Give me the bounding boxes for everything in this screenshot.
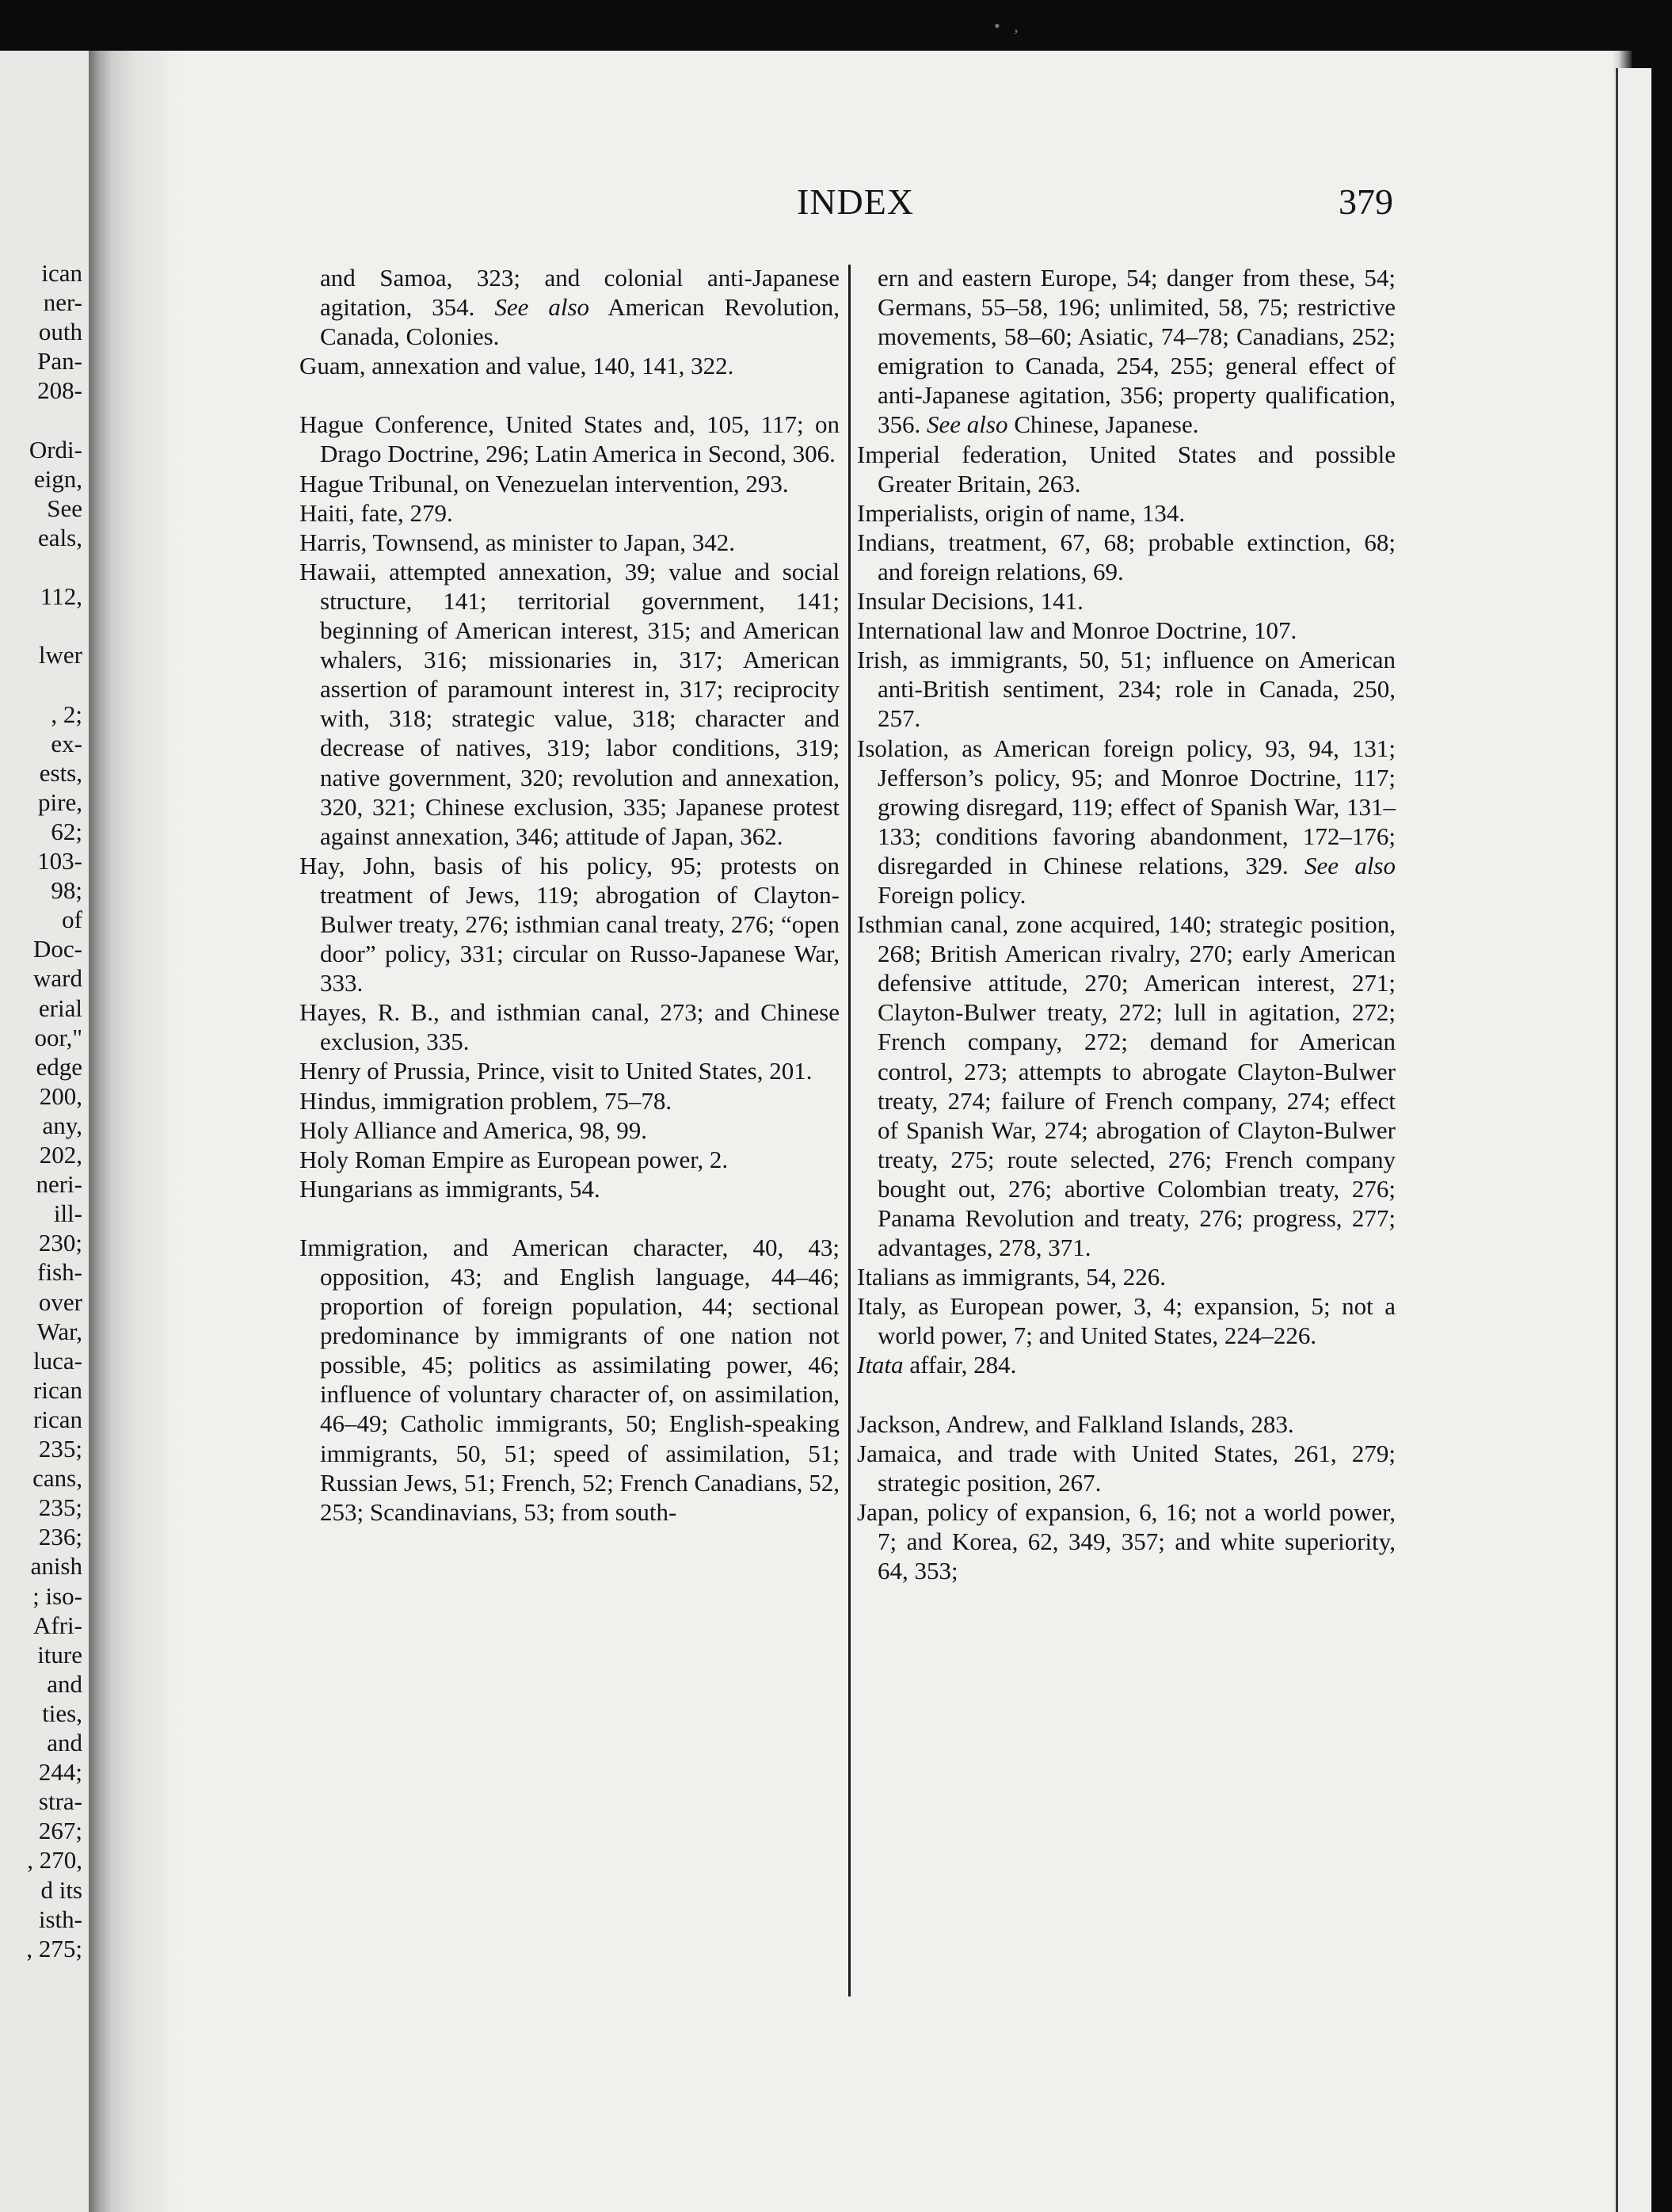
facing-page-fragment: over	[38, 1287, 82, 1316]
entry-text: Henry of Prussia, Prince, visit to United States, 201.	[299, 1057, 813, 1085]
index-entry	[299, 1174, 840, 1203]
facing-page-fragment: ; iso-	[32, 1581, 82, 1610]
index-entry	[299, 351, 840, 380]
entry-text: ern and eastern Europe, 54; danger from these, 54; Germans, 55–58, 196; unlimited, 58, 75; restrictive movements, 58–60; Asiatic, 74–78; Canadians, 252; emigration to Canada, 254, 255; general effect of anti-Japanese agitation, 356; property qualification, 356.	[878, 264, 1396, 439]
facing-page-fragment: ner-	[43, 288, 82, 317]
index-entry	[299, 410, 840, 468]
facing-page-fragment: of	[62, 906, 82, 934]
index-entry	[857, 1350, 1396, 1379]
index-entry	[299, 1056, 840, 1085]
facing-page-fragment: 267;	[38, 1817, 82, 1845]
see-also-targets: American Revolution, Canada, Colonies.	[320, 293, 840, 351]
index-entry	[857, 734, 1396, 910]
facing-page-fragment: ican	[41, 259, 82, 287]
index-entry	[299, 1233, 840, 1527]
facing-page-fragment: d its	[40, 1875, 82, 1904]
facing-page-fragment: luca-	[33, 1346, 82, 1375]
index-entry	[299, 557, 840, 851]
see-also-reference: See also	[1304, 851, 1396, 879]
facing-page-fragment: Doc-	[33, 935, 82, 963]
facing-page-fragment: 235;	[38, 1493, 82, 1522]
facing-page-fragment: ests,	[39, 758, 82, 787]
book-gutter	[89, 51, 182, 2212]
facing-page-fragment: Ordi-	[29, 435, 82, 463]
see-also-reference: See also	[494, 293, 590, 322]
facing-page-fragment: Afri-	[33, 1611, 82, 1639]
facing-page-fragment: War,	[36, 1317, 82, 1345]
facing-page-fragment: rican	[33, 1405, 82, 1433]
entry-text: Irish, as immigrants, 50, 51; influence on American anti-British sentiment, 234; role in Canada, 250, 257.	[857, 646, 1396, 733]
entry-text: Imperial federation, United States and possible Greater Britain, 263.	[857, 440, 1396, 498]
entry-text: Isolation, as American foreign policy, 93, 94, 131; Jefferson’s policy, 95; and Monroe Doctrine, 117; growing disregard, 119; effect of Spanish War, 131–133; conditions favoring abandonment, 172–176; disregarded in Chinese relations, 329.	[857, 734, 1396, 879]
entry-text: Italy, as European power, 3, 4; expansion, 5; not a world power, 7; and United States, 224–226.	[857, 1292, 1396, 1350]
entry-text: Hungarians as immigrants, 54.	[299, 1174, 600, 1203]
entry-text: affair, 284.	[903, 1351, 1017, 1379]
facing-page-fragment: neri-	[36, 1170, 82, 1199]
entry-text: Japan, policy of expansion, 6, 16; not a world power, 7; and Korea, 62, 349, 357; and white superiority, 64, 353;	[857, 1497, 1396, 1585]
facing-page-fragment: , 2;	[51, 700, 82, 728]
entry-text: Hay, John, basis of his policy, 95; protests on treatment of Jews, 119; abrogation of Clayton-Bulwer treaty, 276; isthmian canal treaty, 276; “open door” policy, 331; circular on Russo-Japanese War, 333.	[299, 851, 840, 997]
entry-text: International law and Monroe Doctrine, 107.	[857, 616, 1297, 645]
index-entry	[299, 1086, 840, 1116]
facing-page-fragment: rican	[33, 1375, 82, 1404]
entry-text: Holy Roman Empire as European power, 2.	[299, 1145, 729, 1173]
entry-text: Harris, Townsend, as minister to Japan, 342.	[299, 528, 736, 556]
index-entry	[857, 910, 1396, 1262]
facing-page-fragment: stra-	[38, 1787, 82, 1816]
entry-text: Holy Alliance and America, 98, 99.	[299, 1116, 648, 1144]
index-entry	[857, 1439, 1396, 1497]
facing-page-fragment: 98;	[51, 876, 82, 905]
see-also-targets: Chinese, Japanese.	[1014, 410, 1199, 439]
entry-text: Jamaica, and trade with United States, 261, 279; strategic position, 267.	[857, 1439, 1396, 1497]
facing-page-fragment: fish-	[37, 1258, 82, 1287]
index-entry	[299, 1145, 840, 1174]
page-number: 379	[1339, 181, 1393, 222]
entry-text: Guam, annexation and value, 140, 141, 322.	[299, 352, 734, 380]
facing-page-fragment: 235;	[38, 1435, 82, 1463]
index-entry	[857, 616, 1396, 645]
index-entry	[857, 528, 1396, 586]
entry-text: Jackson, Andrew, and Falkland Islands, 283.	[857, 1409, 1294, 1438]
index-entry	[299, 498, 840, 528]
facing-page-fragment: , 275;	[26, 1934, 82, 1962]
entry-text: Immigration, and American character, 40, 43; opposition, 43; and English language, 44–46; proportion of foreign population, 44; sectional predominance by immigrants of one nation not possible, 45; politics as assimilating power, 46; influence of voluntary character of, on assimilation, 46–49; Catholic immigrants, 50; English-speaking immigrants, 50, 51; speed of assimilation, 51; Russian Jews, 51; French, 52; French Canadians, 52, 253; Scandinavians, 53; from south-	[299, 1233, 840, 1526]
facing-page-fragment: ex-	[51, 729, 82, 757]
facing-page-fragment: outh	[38, 318, 82, 346]
entry-text: Isthmian canal, zone acquired, 140; strategic position, 268; British American rivalry, 270; early American defensive attitude, 270; American interest, 271; Clayton-Bulwer treaty, 272; lull in agitation, 272; French company, 272; demand for American control, 273; attempts to abrogate Clayton-Bulwer treaty, 274; failure of French company, 274; effect of Spanish War, 274; abrogation of Clayton-Bulwer treaty, 275; route selected, 276; French company bought out, 276; abortive Colombian treaty, 276; Panama Revolution and treaty, 276; progress, 277; advantages, 278, 371.	[857, 910, 1396, 1262]
index-entry	[299, 1116, 840, 1145]
facing-page-fragment: cans,	[32, 1464, 82, 1493]
entry-text: Hindus, immigration problem, 75–78.	[299, 1086, 672, 1115]
facing-page-fragment: 244;	[38, 1758, 82, 1787]
entry-italic-heading: Itata	[857, 1351, 904, 1379]
facing-page-fragment: Pan-	[37, 347, 82, 376]
index-column-right	[857, 263, 1396, 1585]
index-column-left	[299, 263, 840, 1527]
scan-marks: • ,	[994, 16, 1023, 36]
facing-page-fragment: oor,"	[34, 1023, 82, 1051]
facing-page-fragment: 62;	[51, 817, 82, 845]
index-entry	[857, 1291, 1396, 1350]
entry-text: Haiti, fate, 279.	[299, 498, 453, 527]
facing-page-fragment: ill-	[53, 1199, 82, 1228]
facing-page-fragment: and	[47, 1669, 82, 1698]
facing-page-fragment: 236;	[38, 1523, 82, 1551]
index-entry	[857, 1497, 1396, 1585]
facing-page-fragment: eals,	[38, 523, 82, 551]
index-entry	[299, 528, 840, 557]
facing-page-fragment: 103-	[37, 847, 82, 875]
index-entry	[299, 469, 840, 498]
see-also-targets: Foreign policy.	[878, 880, 1026, 909]
facing-page-fragment: 230;	[38, 1229, 82, 1257]
entry-text: Insular Decisions, 141.	[857, 587, 1084, 616]
page-edge	[1616, 68, 1651, 2212]
index-entry-continued	[857, 263, 1396, 440]
column-rule	[848, 265, 851, 1997]
facing-page-fragment: anish	[30, 1552, 82, 1581]
facing-page-fragment: any,	[42, 1111, 82, 1139]
entry-text: Indians, treatment, 67, 68; probable extinction, 68; and foreign relations, 69.	[857, 528, 1396, 585]
facing-page-fragment: erial	[38, 993, 82, 1022]
facing-page-fragment: 200,	[39, 1081, 82, 1110]
facing-page-fragment: 208-	[37, 376, 82, 405]
facing-page-fragment: 202,	[39, 1141, 82, 1169]
facing-page-fragment: and	[47, 1729, 82, 1756]
entry-text: Hague Conference, United States and, 105, 117; on Drago Doctrine, 296; Latin America in Second, 306.	[299, 410, 840, 468]
running-head: INDEX	[797, 181, 915, 222]
facing-page-fragment: ward	[33, 964, 82, 993]
facing-page-fragment: eign,	[33, 464, 82, 493]
facing-page-fragment: edge	[36, 1052, 82, 1081]
index-entry	[299, 851, 840, 997]
entry-text: Imperialists, origin of name, 134.	[857, 498, 1186, 527]
facing-page-fragment: lwer	[38, 641, 82, 669]
index-entry	[857, 1262, 1396, 1291]
facing-page-fragment: ties,	[42, 1699, 82, 1727]
see-also-reference: See also	[927, 410, 1008, 439]
index-entry	[299, 997, 840, 1056]
index-entry	[857, 1409, 1396, 1439]
entry-text: Hayes, R. B., and isthmian canal, 273; and Chinese exclusion, 335.	[299, 998, 840, 1056]
facing-page-fragment: , 270,	[27, 1846, 82, 1874]
index-entry	[857, 498, 1396, 528]
index-entry	[857, 586, 1396, 616]
index-entry-continued	[299, 263, 840, 351]
index-entry	[857, 645, 1396, 733]
entry-text: Hawaii, attempted annexation, 39; value and social structure, 141; territorial government, 141; beginning of American interest, 315; and American whalers, 316; missionaries in, 317; American assertion of paramount interest in, 317; reciprocity with, 318; strategic value, 318; character and decrease of natives, 319; labor conditions, 319; native government, 320; revolution and annexation, 320, 321; Chinese exclusion, 335; Japanese protest against annexation, 346; attitude of Japan, 362.	[299, 557, 840, 850]
facing-page-strip	[0, 51, 89, 2212]
entry-text: and Samoa, 323; and colonial anti-Japanese agitation, 354.	[320, 264, 840, 322]
entry-text: Hague Tribunal, on Venezuelan intervention, 293.	[299, 469, 789, 498]
facing-page-fragment: pire,	[38, 788, 82, 816]
facing-page-fragment: See	[47, 494, 82, 522]
index-entry	[857, 440, 1396, 498]
facing-page-fragment: 112,	[40, 582, 82, 611]
entry-text: Italians as immigrants, 54, 226.	[857, 1263, 1167, 1291]
facing-page-fragment: isth-	[38, 1905, 82, 1933]
facing-page-fragment: iture	[37, 1640, 82, 1669]
